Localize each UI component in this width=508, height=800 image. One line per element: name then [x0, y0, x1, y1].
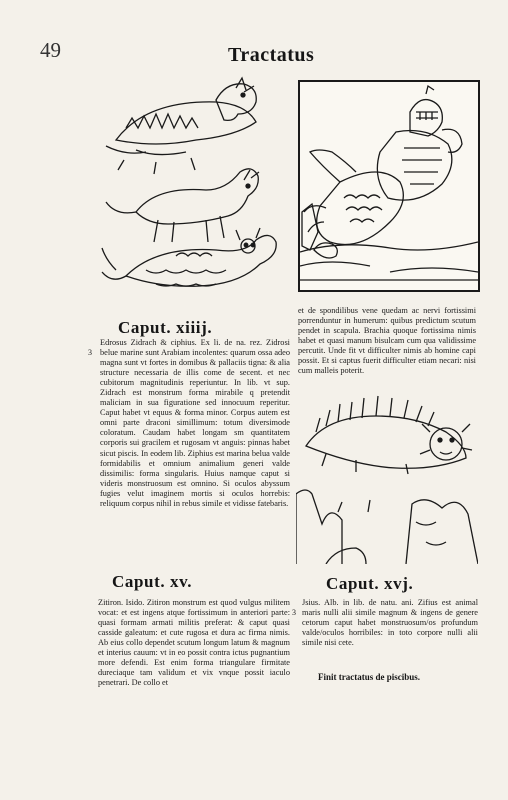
margin-number: 3	[292, 608, 296, 617]
folio-number: 49	[40, 38, 61, 62]
woodcut-sea-monsters	[96, 70, 286, 310]
chapter-14-text: Edrosus Zidrach & ciphius. Ex li. de na. rez. Zidrosi belue marine sunt Arabiam incolentes: quarum ossa adeo magna sunt vt fortes in domibus & pallaciis tigna: & alia structure necessaria de illis come de secent. et nec cubitorum magnitudinis reperiuntur. In lib. vt sup. Zidrach est monstrum forma mirabile q pretendit maliciam in sua figuratione sed innocuum reperitur. Caput habet vt equus & forma minor. Corpus autem est omni parte draconi simillimum: totum diversimode coloratum. Caudam habet longam sm quantitatem corporis sui gracilem et rugosam vt anguis: pinnas habet sicut piscis. In eodem lib. Ziphius est marina belua valde formidabilis et omnium animalium generi valde dissimilis: forma singularis. Huius namque caput si videris monstruosum est omnino. Si oculos abyssum fugies velut imaginem mortis si oculos horrebis: reliquum corpus nihil in rebus simile et vidisse fatebaris.	[100, 338, 290, 508]
chapter-16-text: Jsius. Alb. in lib. de natu. ani. Zifius est animal maris nulli alii simile magnum & ingens de genere cetorum caput habet monstruosum/os profundum valde/oculos horribiles: in toto corpore nulli alii simile nisi cete.	[302, 598, 478, 648]
chapter-heading-14: Caput. xiiij.	[118, 318, 213, 337]
margin-number: 3	[88, 348, 92, 357]
chapter-15-continuation: et de spondilibus vene quedam ac nervi fortissimi porrenduntur in humerum: quibus predictum scutum pendet in scapula. Brachia quoque fortissima nimis habet et quasi manum bisulcam cum qua validissime percutit. Unde fit vt difficulter nimis ab homine capi possit. Et si captus fuerit difficulter etiam necari: nisi cum malleis poterit.	[298, 306, 476, 376]
running-head: Tractatus	[228, 44, 315, 66]
woodcut-zitiron	[298, 80, 480, 292]
woodcut-zifius	[296, 392, 478, 564]
finit-colophon: Finit tractatus de piscibus.	[318, 672, 421, 682]
chapter-15-text: Zitiron. Isido. Zitiron monstrum est quod vulgus militem vocat: et est ingens atque fortissimum in anteriori parte: quasi formam armati militis preferat: & caput quasi casside galeatum: et cute rugosa et dura ac firma nimis. Ab eius collo dependet scutum longum latum & magnum et interius cauum: vt in eo possit contra ictus pugnantium more defendi. Est enim forma triangulare firmitate dureciaque tam validum et vix vnque possit iaculo penetrari. De collo et	[98, 598, 290, 688]
chapter-heading-15: Caput. xv.	[112, 572, 193, 591]
chapter-heading-16: Caput. xvj.	[326, 574, 414, 593]
